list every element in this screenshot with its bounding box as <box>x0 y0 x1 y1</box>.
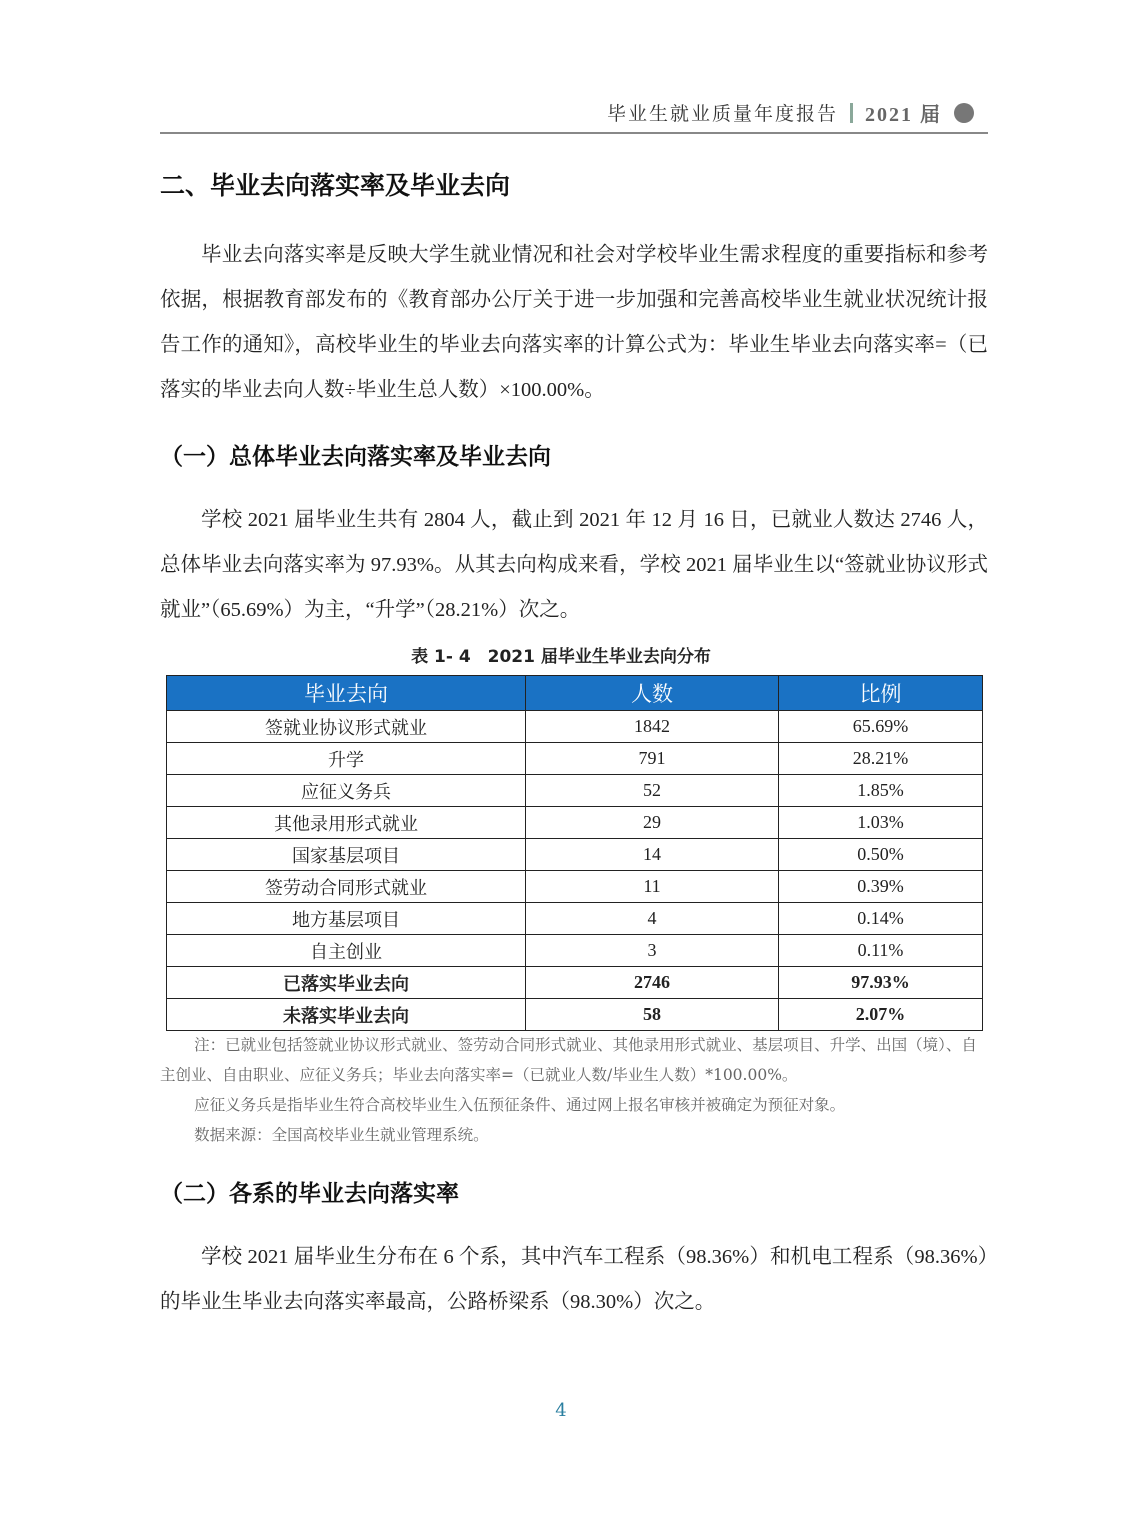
cell-count: 3 <box>526 935 779 967</box>
col-header-count: 人数 <box>526 676 779 711</box>
col-header-ratio: 比例 <box>778 676 982 711</box>
cell-ratio: 1.03% <box>778 807 982 839</box>
table-row <box>167 935 983 967</box>
cell-destination: 自主创业 <box>167 935 526 967</box>
cell-ratio: 0.50% <box>778 839 982 871</box>
intro-paragraph: 毕业去向落实率是反映大学生就业情况和社会对学校毕业生需求程度的重要指标和参考依据，根据教育部发布的《教育部办公厅关于进一步加强和完善高校毕业生就业状况统计报告工作的通知》，高校毕业生的毕业去向落实率的计算公式为：毕业生毕业去向落实率=（已落实的毕业去向人数÷毕业生总人数）×100.00%。 <box>160 244 988 401</box>
cell-count: 29 <box>526 807 779 839</box>
cell-count: 791 <box>526 743 779 775</box>
cell-destination: 应征义务兵 <box>167 775 526 807</box>
table-row <box>167 871 983 903</box>
col-header-destination: 毕业去向 <box>167 676 526 711</box>
cell-count: 58 <box>526 999 779 1031</box>
report-year: 2021 届 <box>865 104 942 126</box>
cell-destination: 地方基层项目 <box>167 903 526 935</box>
table-row <box>167 839 983 871</box>
table-row <box>167 775 983 807</box>
page-number: 4 <box>555 1400 567 1421</box>
cell-count: 2746 <box>526 967 779 999</box>
cell-destination: 未落实毕业去向 <box>167 999 526 1031</box>
cell-destination: 国家基层项目 <box>167 839 526 871</box>
section-title: 二、毕业去向落实率及毕业去向 <box>160 171 511 200</box>
cell-ratio: 65.69% <box>778 711 982 743</box>
cell-destination: 其他录用形式就业 <box>167 807 526 839</box>
cell-destination: 签就业协议形式就业 <box>167 711 526 743</box>
overall-paragraph: 学校 2021 届毕业生共有 2804 人，截止到 2021 年 12 月 16 日，已就业人数达 2746 人，总体毕业去向落实率为 97.93%。从其去向构成来看，学校 2021 届毕业生以“签就业协议形式就业”（65.69%）为主，“升学”（28.21%）次之。 <box>160 509 988 621</box>
circle-icon <box>954 103 974 123</box>
cell-count: 11 <box>526 871 779 903</box>
cell-ratio: 28.21% <box>778 743 982 775</box>
subsection-title-2: （二）各系的毕业去向落实率 <box>160 1181 459 1207</box>
note-conscript: 应征义务兵是指毕业生符合高校毕业生入伍预征条件、通过网上报名审核并被确定为预征对象。 <box>194 1096 846 1114</box>
page-header <box>160 96 988 134</box>
department-paragraph: 学校 2021 届毕业生分布在 6 个系，其中汽车工程系（98.36%）和机电工程系（98.36%）的毕业生毕业去向落实率最高，公路桥梁系（98.30%）次之。 <box>160 1246 988 1313</box>
table-row <box>167 967 983 999</box>
cell-ratio: 0.14% <box>778 903 982 935</box>
cell-ratio: 0.39% <box>778 871 982 903</box>
table-row <box>167 999 983 1031</box>
cell-count: 14 <box>526 839 779 871</box>
table-caption: 表 1- 4 2021 届毕业生毕业去向分布 <box>411 647 711 667</box>
table-row <box>167 743 983 775</box>
cell-ratio: 97.93% <box>778 967 982 999</box>
cell-ratio: 2.07% <box>778 999 982 1031</box>
note-source: 数据来源：全国高校毕业生就业管理系统。 <box>194 1126 489 1144</box>
table-row <box>167 807 983 839</box>
cell-destination: 签劳动合同形式就业 <box>167 871 526 903</box>
cell-ratio: 1.85% <box>778 775 982 807</box>
cell-ratio: 0.11% <box>778 935 982 967</box>
table-row <box>167 903 983 935</box>
cell-count: 1842 <box>526 711 779 743</box>
table-row <box>167 711 983 743</box>
cell-destination: 已落实毕业去向 <box>167 967 526 999</box>
note-definition: 注：已就业包括签就业协议形式就业、签劳动合同形式就业、其他录用形式就业、基层项目、升学、出国（境）、自主创业、自由职业、应征义务兵；毕业去向落实率=（已就业人数/毕业生人数）*100.00%。 <box>160 1036 977 1084</box>
report-title: 毕业生就业质量年度报告 <box>606 103 838 125</box>
cell-count: 52 <box>526 775 779 807</box>
cell-destination: 升学 <box>167 743 526 775</box>
destination-table <box>166 675 983 1031</box>
subsection-title-1: （一）总体毕业去向落实率及毕业去向 <box>160 444 551 470</box>
header-divider <box>850 103 853 123</box>
table-notes <box>160 1030 990 1150</box>
cell-count: 4 <box>526 903 779 935</box>
